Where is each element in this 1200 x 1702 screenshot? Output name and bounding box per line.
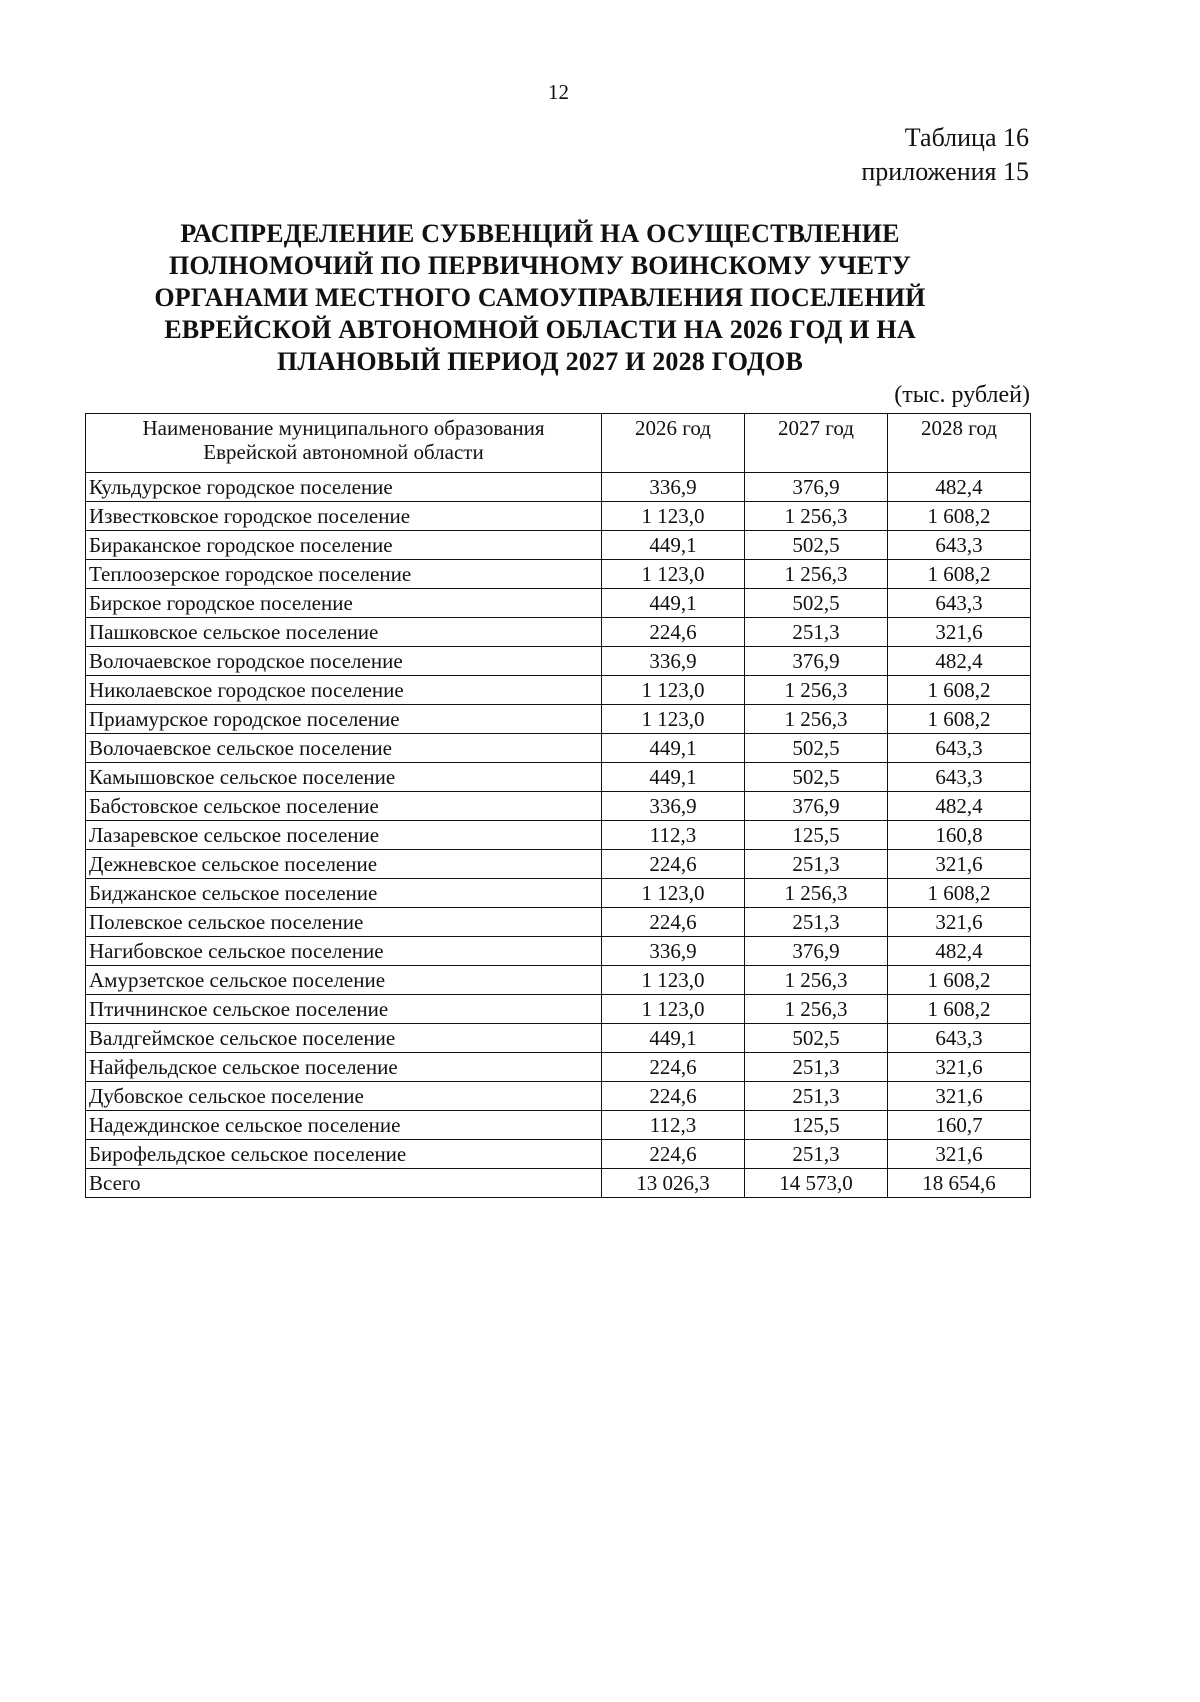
value-2027: 251,3	[745, 850, 888, 879]
value-2028: 160,7	[888, 1111, 1031, 1140]
value-2026: 224,6	[602, 850, 745, 879]
municipality-name: Известковское городское поселение	[86, 502, 602, 531]
total-2026: 13 026,3	[602, 1169, 745, 1198]
header-municipality	[86, 414, 602, 473]
table-row	[86, 676, 1031, 705]
value-2026: 449,1	[602, 531, 745, 560]
value-2027: 502,5	[745, 589, 888, 618]
value-2028: 321,6	[888, 1053, 1031, 1082]
header-municipality-line2: Еврейской автономной области	[203, 440, 484, 464]
municipality-name: Николаевское городское поселение	[86, 676, 602, 705]
municipality-name: Дубовское сельское поселение	[86, 1082, 602, 1111]
total-2027: 14 573,0	[745, 1169, 888, 1198]
total-2028: 18 654,6	[888, 1169, 1031, 1198]
municipality-name: Волочаевское сельское поселение	[86, 734, 602, 763]
value-2028: 643,3	[888, 1024, 1031, 1053]
header-year-2028: 2028 год	[888, 414, 1031, 473]
value-2027: 502,5	[745, 763, 888, 792]
table-row	[86, 1082, 1031, 1111]
value-2026: 1 123,0	[602, 502, 745, 531]
municipality-name: Волочаевское городское поселение	[86, 647, 602, 676]
municipality-name: Приамурское городское поселение	[86, 705, 602, 734]
municipality-name: Бирофельдское сельское поселение	[86, 1140, 602, 1169]
municipality-name: Камышовское сельское поселение	[86, 763, 602, 792]
title-line: ПОЛНОМОЧИЙ ПО ПЕРВИЧНОМУ ВОИНСКОМУ УЧЕТУ	[169, 251, 911, 280]
value-2027: 1 256,3	[745, 705, 888, 734]
value-2026: 449,1	[602, 589, 745, 618]
value-2027: 251,3	[745, 1140, 888, 1169]
title-line: ОРГАНАМИ МЕСТНОГО САМОУПРАВЛЕНИЯ ПОСЕЛЕНИЙ	[154, 283, 926, 312]
value-2026: 1 123,0	[602, 879, 745, 908]
table-row	[86, 1140, 1031, 1169]
table-row	[86, 647, 1031, 676]
value-2026: 449,1	[602, 763, 745, 792]
value-2026: 336,9	[602, 792, 745, 821]
municipality-name: Птичнинское сельское поселение	[86, 995, 602, 1024]
value-2028: 1 608,2	[888, 560, 1031, 589]
subvention-table	[85, 413, 1031, 1198]
value-2026: 1 123,0	[602, 560, 745, 589]
appendix-reference: приложения 15	[861, 157, 1029, 186]
municipality-name: Теплоозерское городское поселение	[86, 560, 602, 589]
header-year-2026: 2026 год	[602, 414, 745, 473]
value-2028: 1 608,2	[888, 705, 1031, 734]
table-row	[86, 1053, 1031, 1082]
table-row	[86, 966, 1031, 995]
value-2027: 1 256,3	[745, 879, 888, 908]
municipality-name: Бирское городское поселение	[86, 589, 602, 618]
value-2027: 251,3	[745, 1053, 888, 1082]
table-row	[86, 531, 1031, 560]
value-2028: 482,4	[888, 937, 1031, 966]
value-2028: 321,6	[888, 1082, 1031, 1111]
page-number: 12	[548, 80, 569, 104]
value-2027: 502,5	[745, 531, 888, 560]
table-reference-number: Таблица 16	[904, 123, 1029, 152]
title-line: РАСПРЕДЕЛЕНИЕ СУБВЕНЦИЙ НА ОСУЩЕСТВЛЕНИЕ	[180, 219, 900, 248]
value-2027: 251,3	[745, 1082, 888, 1111]
table-row	[86, 879, 1031, 908]
value-2026: 449,1	[602, 734, 745, 763]
header-municipality-line1: Наименование муниципального образования	[142, 416, 545, 440]
value-2027: 125,5	[745, 1111, 888, 1140]
value-2028: 1 608,2	[888, 676, 1031, 705]
value-2027: 376,9	[745, 473, 888, 502]
value-2028: 643,3	[888, 763, 1031, 792]
municipality-name: Бираканское городское поселение	[86, 531, 602, 560]
municipality-name: Лазаревское сельское поселение	[86, 821, 602, 850]
title-line: ЕВРЕЙСКОЙ АВТОНОМНОЙ ОБЛАСТИ НА 2026 ГОД И НА	[164, 315, 916, 344]
table-body	[86, 473, 1031, 1198]
value-2027: 1 256,3	[745, 676, 888, 705]
table-header-row	[86, 414, 1031, 473]
table-row	[86, 937, 1031, 966]
municipality-name: Амурзетское сельское поселение	[86, 966, 602, 995]
value-2028: 1 608,2	[888, 966, 1031, 995]
table-row	[86, 850, 1031, 879]
unit-label: (тыс. рублей)	[894, 382, 1030, 408]
table-row	[86, 792, 1031, 821]
value-2026: 336,9	[602, 473, 745, 502]
value-2027: 502,5	[745, 1024, 888, 1053]
municipality-name: Биджанское сельское поселение	[86, 879, 602, 908]
value-2027: 251,3	[745, 618, 888, 647]
value-2028: 643,3	[888, 531, 1031, 560]
value-2028: 321,6	[888, 1140, 1031, 1169]
value-2027: 376,9	[745, 792, 888, 821]
value-2026: 1 123,0	[602, 995, 745, 1024]
total-label: Всего	[86, 1169, 602, 1198]
value-2027: 502,5	[745, 734, 888, 763]
value-2026: 112,3	[602, 1111, 745, 1140]
value-2026: 224,6	[602, 1140, 745, 1169]
table-row	[86, 502, 1031, 531]
table-row	[86, 995, 1031, 1024]
table-row	[86, 473, 1031, 502]
municipality-name: Пашковское сельское поселение	[86, 618, 602, 647]
table-row	[86, 1024, 1031, 1053]
value-2027: 125,5	[745, 821, 888, 850]
value-2026: 1 123,0	[602, 966, 745, 995]
value-2028: 321,6	[888, 618, 1031, 647]
municipality-name: Дежневское сельское поселение	[86, 850, 602, 879]
value-2028: 160,8	[888, 821, 1031, 850]
value-2026: 1 123,0	[602, 676, 745, 705]
table-row	[86, 908, 1031, 937]
value-2026: 112,3	[602, 821, 745, 850]
municipality-name: Надеждинское сельское поселение	[86, 1111, 602, 1140]
municipality-name: Бабстовское сельское поселение	[86, 792, 602, 821]
value-2026: 224,6	[602, 908, 745, 937]
value-2027: 1 256,3	[745, 966, 888, 995]
table-row	[86, 734, 1031, 763]
municipality-name: Кульдурское городское поселение	[86, 473, 602, 502]
table-total-row	[86, 1169, 1031, 1198]
value-2028: 1 608,2	[888, 502, 1031, 531]
value-2028: 321,6	[888, 908, 1031, 937]
table-row	[86, 705, 1031, 734]
value-2026: 336,9	[602, 647, 745, 676]
value-2028: 643,3	[888, 734, 1031, 763]
municipality-name: Найфельдское сельское поселение	[86, 1053, 602, 1082]
value-2028: 482,4	[888, 473, 1031, 502]
table-row	[86, 560, 1031, 589]
value-2027: 376,9	[745, 647, 888, 676]
table-row	[86, 1111, 1031, 1140]
value-2028: 1 608,2	[888, 879, 1031, 908]
table-row	[86, 763, 1031, 792]
value-2026: 224,6	[602, 618, 745, 647]
value-2026: 1 123,0	[602, 705, 745, 734]
municipality-name: Нагибовское сельское поселение	[86, 937, 602, 966]
value-2027: 376,9	[745, 937, 888, 966]
municipality-name: Полевское сельское поселение	[86, 908, 602, 937]
municipality-name: Валдгеймское сельское поселение	[86, 1024, 602, 1053]
value-2026: 224,6	[602, 1082, 745, 1111]
value-2028: 643,3	[888, 589, 1031, 618]
value-2026: 224,6	[602, 1053, 745, 1082]
table-row	[86, 589, 1031, 618]
value-2026: 449,1	[602, 1024, 745, 1053]
value-2028: 482,4	[888, 792, 1031, 821]
value-2027: 1 256,3	[745, 502, 888, 531]
header-year-2027: 2027 год	[745, 414, 888, 473]
value-2027: 1 256,3	[745, 995, 888, 1024]
value-2027: 1 256,3	[745, 560, 888, 589]
value-2028: 482,4	[888, 647, 1031, 676]
title-line: ПЛАНОВЫЙ ПЕРИОД 2027 И 2028 ГОДОВ	[276, 347, 803, 376]
value-2028: 1 608,2	[888, 995, 1031, 1024]
table-row	[86, 618, 1031, 647]
value-2027: 251,3	[745, 908, 888, 937]
value-2026: 336,9	[602, 937, 745, 966]
table-row	[86, 821, 1031, 850]
value-2028: 321,6	[888, 850, 1031, 879]
document-title	[100, 218, 980, 378]
